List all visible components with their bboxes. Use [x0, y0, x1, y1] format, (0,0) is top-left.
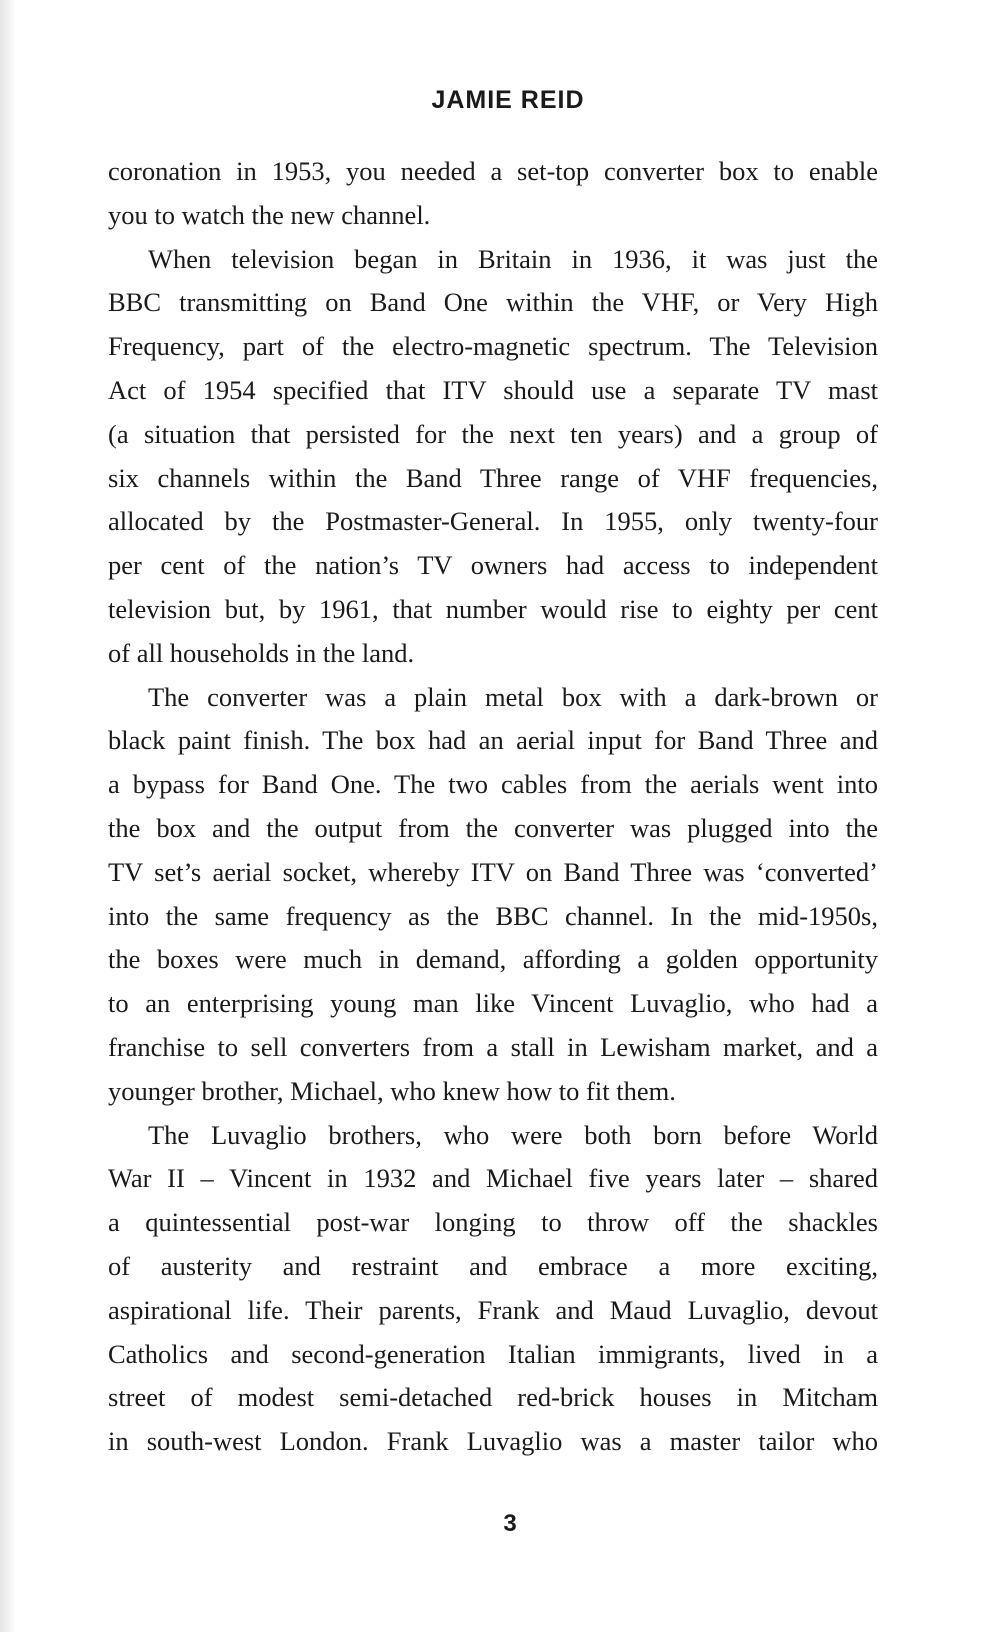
text-line: the box and the output from the converter was plugged into the	[108, 812, 878, 843]
scan-edge-shadow	[0, 0, 14, 1632]
text-line: six channels within the Band Three range of VHF frequencies,	[108, 462, 878, 493]
text-line: per cent of the nation’s TV owners had access to independent	[108, 550, 878, 581]
text-line: (a situation that persisted for the next ten years) and a group of	[108, 418, 878, 449]
text-line: in south-west London. Frank Luvaglio was a master tailor who	[108, 1426, 878, 1457]
paragraph	[108, 238, 878, 676]
text-line: Frequency, part of the electro-magnetic spectrum. The Television	[108, 331, 878, 362]
text-line: The Luvaglio brothers, who were both born before World	[148, 1119, 878, 1150]
text-line: of all households in the land.	[108, 637, 415, 668]
text-line: street of modest semi-detached red-brick houses in Mitcham	[108, 1382, 878, 1413]
text-line: television but, by 1961, that number would rise to eighty per cent	[108, 593, 878, 624]
paragraph	[108, 676, 878, 1114]
text-line: BBC transmitting on Band One within the VHF, or Very High	[108, 287, 878, 318]
page-number: 3	[503, 1510, 517, 1537]
text-line: When television began in Britain in 1936, it was just the	[148, 243, 878, 274]
paragraph	[108, 150, 878, 238]
text-line: War II – Vincent in 1932 and Michael five years later – shared	[108, 1163, 878, 1194]
running-header: JAMIE REID	[431, 86, 585, 114]
text-line: younger brother, Michael, who knew how to fit them.	[108, 1075, 676, 1106]
body-text	[108, 150, 878, 1464]
text-line: a bypass for Band One. The two cables from the aerials went into	[108, 769, 878, 800]
text-line: The converter was a plain metal box with a dark-brown or	[148, 681, 878, 712]
text-line: TV set’s aerial socket, whereby ITV on Band Three was ‘converted’	[108, 856, 878, 887]
text-line: a quintessential post-war longing to throw off the shackles	[108, 1207, 878, 1238]
text-line: Act of 1954 specified that ITV should use a separate TV mast	[108, 374, 878, 405]
text-line: you to watch the new channel.	[108, 199, 431, 230]
text-line: the boxes were much in demand, affording a golden opportunity	[108, 944, 878, 975]
text-line: Catholics and second-generation Italian immigrants, lived in a	[108, 1338, 878, 1369]
paragraph	[108, 1114, 878, 1464]
text-line: to an enterprising young man like Vincent Luvaglio, who had a	[108, 988, 878, 1019]
text-line: black paint finish. The box had an aerial input for Band Three and	[108, 725, 878, 756]
text-line: allocated by the Postmaster-General. In 1955, only twenty-four	[108, 506, 878, 537]
text-line: into the same frequency as the BBC channel. In the mid-1950s,	[108, 900, 878, 931]
text-line: franchise to sell converters from a stall in Lewisham market, and a	[108, 1031, 878, 1062]
text-line: aspirational life. Their parents, Frank and Maud Luvaglio, devout	[108, 1294, 878, 1325]
text-line: coronation in 1953, you needed a set-top converter box to enable	[108, 156, 878, 186]
text-line: of austerity and restraint and embrace a more exciting,	[108, 1250, 878, 1281]
